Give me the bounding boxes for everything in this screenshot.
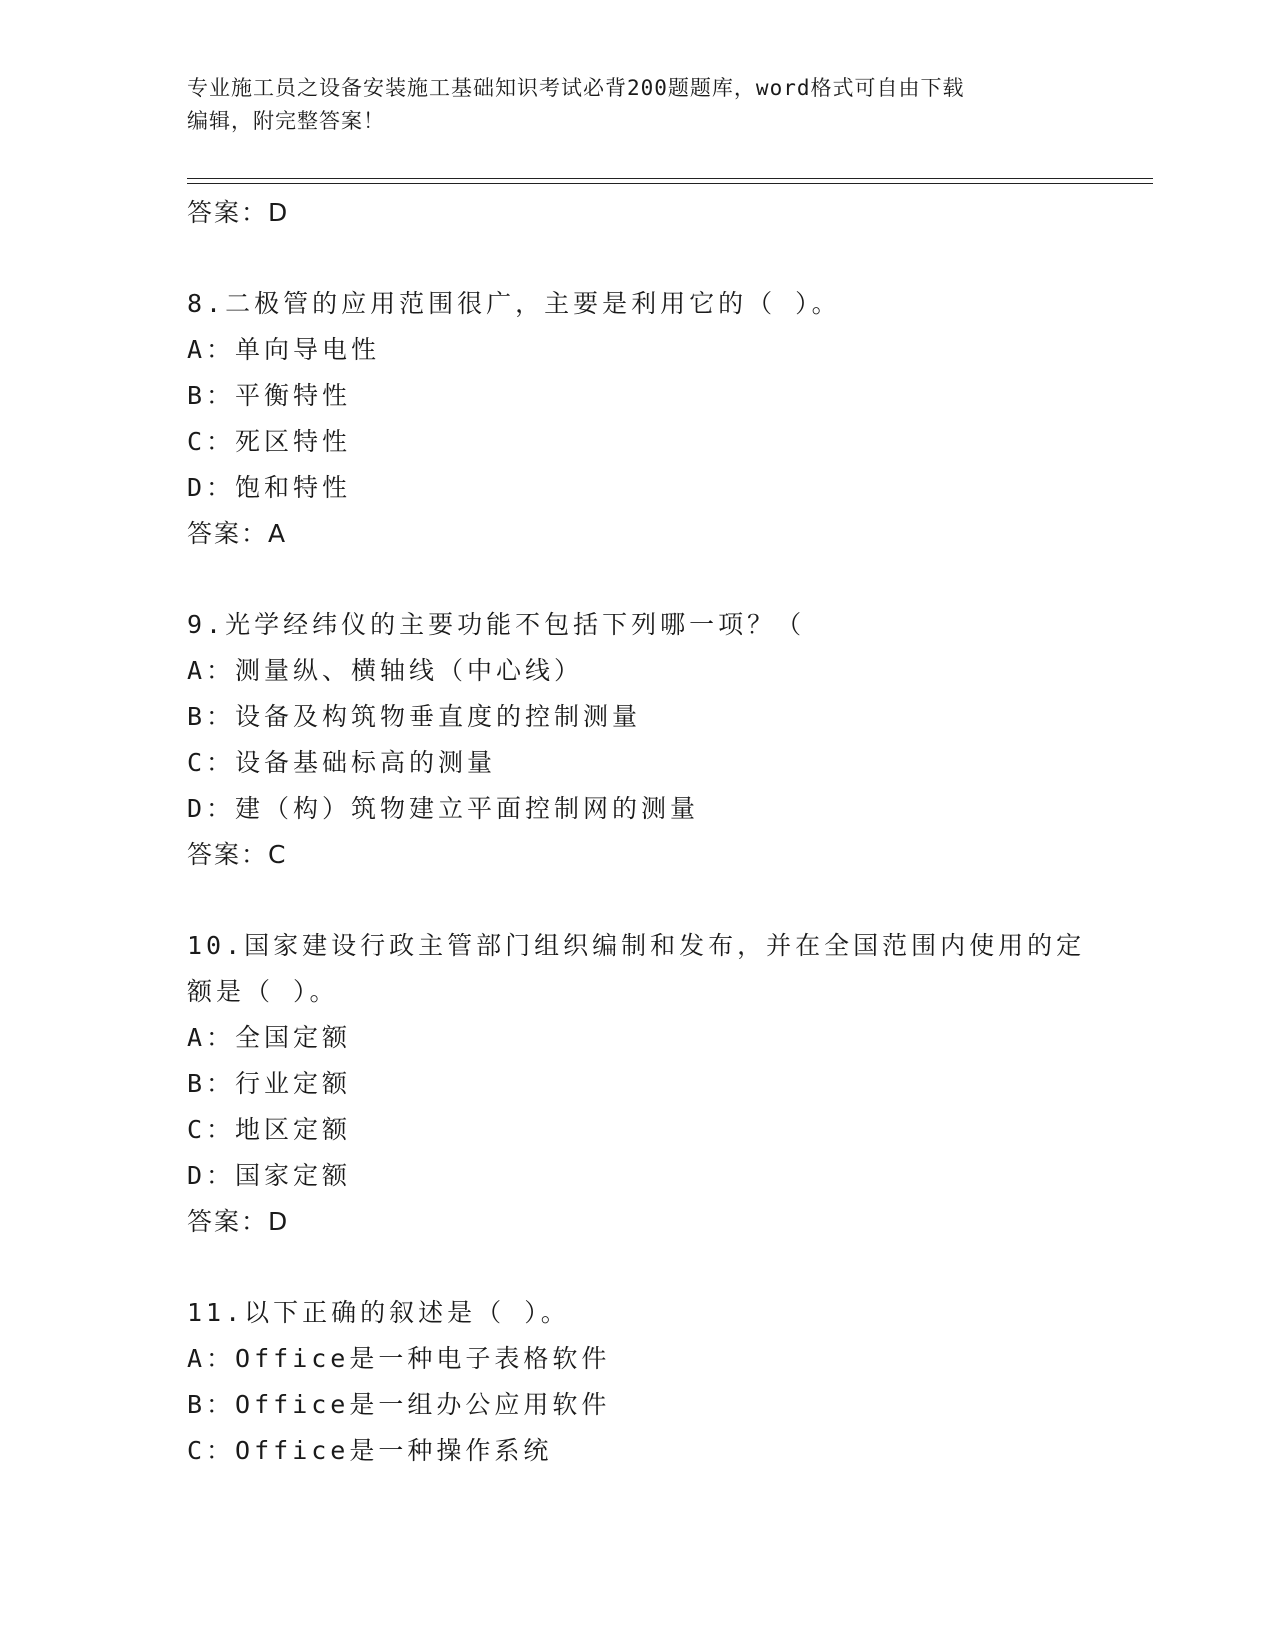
question-stem-line-2: 额是（ ）。: [187, 977, 339, 1006]
option-c: C：Office是一种操作系统: [187, 1436, 553, 1465]
option-d: D：饱和特性: [187, 473, 352, 502]
question-9: [187, 602, 1087, 878]
question-11: [187, 1290, 1087, 1474]
option-b: B：Office是一组办公应用软件: [187, 1390, 611, 1419]
option-d: D：国家定额: [187, 1161, 352, 1190]
header-divider-bottom: [187, 183, 1153, 184]
option-b: B：设备及构筑物垂直度的控制测量: [187, 702, 642, 731]
answer: 答案：D: [187, 1207, 290, 1236]
question-stem: 11.以下正确的叙述是（ ）。: [187, 1298, 570, 1327]
option-c: C：设备基础标高的测量: [187, 748, 497, 777]
option-b: B：行业定额: [187, 1069, 352, 1098]
header-title-line-2: 编辑，附完整答案！: [187, 109, 385, 133]
answer: 答案：C: [187, 840, 288, 869]
question-list: [187, 190, 1087, 1474]
question-stem: 8.二极管的应用范围很广，主要是利用它的（ ）。: [187, 289, 841, 318]
question-stem-line-1: 10.国家建设行政主管部门组织编制和发布，并在全国范围内使用的定: [187, 931, 1086, 960]
question-8: [187, 281, 1087, 557]
option-a: A：单向导电性: [187, 335, 381, 364]
option-b: B：平衡特性: [187, 381, 352, 410]
answer: 答案：A: [187, 519, 288, 548]
header-title-line-1: 专业施工员之设备安装施工基础知识考试必背200题题库，word格式可自由下载: [187, 76, 965, 100]
question-10: [187, 923, 1087, 1245]
option-c: C：地区定额: [187, 1115, 352, 1144]
option-a: A：Office是一种电子表格软件: [187, 1344, 611, 1373]
document-header: [187, 72, 1087, 138]
question-stem: 9.光学经纬仪的主要功能不包括下列哪一项？（: [187, 610, 806, 639]
option-a: A：测量纵、横轴线（中心线）: [187, 656, 584, 685]
option-c: C：死区特性: [187, 427, 352, 456]
header-divider-top: [187, 178, 1153, 179]
option-d: D：建（构）筑物建立平面控制网的测量: [187, 794, 700, 823]
option-a: A：全国定额: [187, 1023, 352, 1052]
previous-answer: 答案：D: [187, 198, 290, 227]
